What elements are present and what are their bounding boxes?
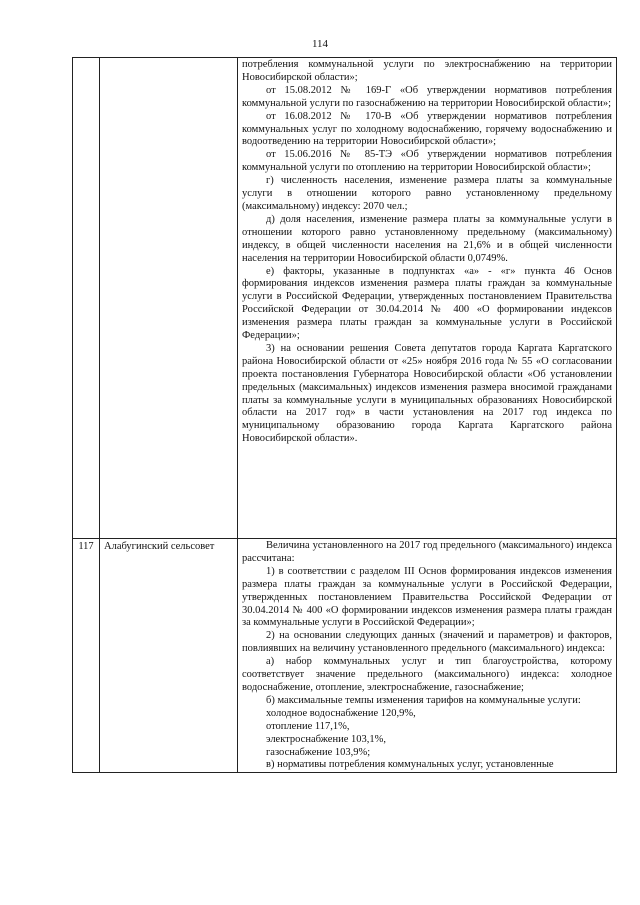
table-row [73, 539, 617, 773]
list-item: газоснабжение 103,9%; [266, 746, 371, 758]
paragraph: потребления коммунальной услуги по электроснабжению на территории Новосибирской области»; [242, 59, 612, 83]
list-item: отопление 117,1%, [266, 720, 350, 732]
paragraph: б) максимальные темпы изменения тарифов на коммунальные услуги: [266, 694, 581, 706]
paragraph: г) численность населения, изменение размера платы за коммунальные услуги в отношении которого равно установленному предельному (максимальному) индексу: 2070 чел.; [242, 175, 612, 212]
paragraph: от 15.06.2016 № 85-ТЭ «Об утверждении нормативов потребления коммунальной услуги по отоплению на территории Новосибирской области»; [242, 149, 612, 174]
paragraph: в) нормативы потребления коммунальных услуг, установленные [266, 759, 554, 771]
paragraph: 2) на основании следующих данных (значений и параметров) и факторов, повлиявших на величину установленного предельного (максимального) индекса: [242, 630, 612, 655]
indices-table [72, 57, 617, 773]
paragraph: 1) в соответствии с разделом III Основ формирования индексов изменения размера платы граждан за коммунальные услуги в Российской Федерации, утвержденных постановлением Правительства Российской Федерации от 30.04.2014 № 400 «О формировании индексов изменения размера платы граждан за коммунальные услуги в Российской Федерации»; [242, 565, 612, 629]
municipality-name-cell: Алабугинский сельсовет [100, 539, 238, 773]
row-number-cell: 117 [73, 539, 100, 773]
paragraph: 3) на основании решения Совета депутатов города Каргата Каргатского района Новосибирской области от «25» ноября 2016 года № 55 «О согласовании проекта постановления Губернатора Новосибирской области «Об установлении предельных (максимальных) индексов изменения размера вносимой гражданами платы за коммунальные услуги в муниципальных образованиях Новосибирской области на 2017 год» в части установления на 2017 год индекса по муниципальному образованию города Каргата Каргатского района Новосибирской области». [242, 342, 612, 445]
description-cell [238, 58, 617, 539]
paragraph: от 15.08.2012 № 169-Г «Об утверждении нормативов потребления коммунальной услуги по газоснабжению на территории Новосибирской области»; [242, 84, 612, 109]
paragraph: от 16.08.2012 № 170-В «Об утверждении нормативов потребления коммунальных услуг по холодному водоснабжению, горячему водоснабжению и водоотведению на территории Новосибирской области»; [242, 110, 612, 148]
page-number: 114 [311, 38, 329, 50]
description-cell [238, 539, 617, 773]
paragraph: а) набор коммунальных услуг и тип благоустройства, которому соответствует значение предельного (максимального) индекса: холодное водоснабжение, отопление, электроснабжение, газоснабжение; [242, 656, 612, 693]
paragraph: Величина установленного на 2017 год предельного (максимального) индекса рассчитана: [242, 540, 612, 564]
list-item: электроснабжение 103,1%, [266, 733, 386, 745]
paragraph: д) доля населения, изменение размера платы за коммунальные услуги в отношении которого равно установленному предельному (максимальному) индексу, в общей численности населения на 21,6% и в общей численности населения на территории Новосибирской области 0,0749%. [242, 213, 612, 264]
paragraph: е) факторы, указанные в подпунктах «а» - «г» пункта 46 Основ формирования индексов изменения размера платы граждан за коммунальные услуги в Российской Федерации, утвержденных постановлением Правительства Российской Федерации от 30.04.2014 № 400 «О формировании индексов изменения размера платы граждан за коммунальные услуги в Российской Федерации»; [242, 265, 612, 342]
municipality-name-cell [100, 58, 238, 539]
row-number-cell [73, 58, 100, 539]
list-item: холодное водоснабжение 120,9%, [266, 707, 416, 719]
table-body [73, 58, 617, 773]
table-row [73, 58, 617, 539]
